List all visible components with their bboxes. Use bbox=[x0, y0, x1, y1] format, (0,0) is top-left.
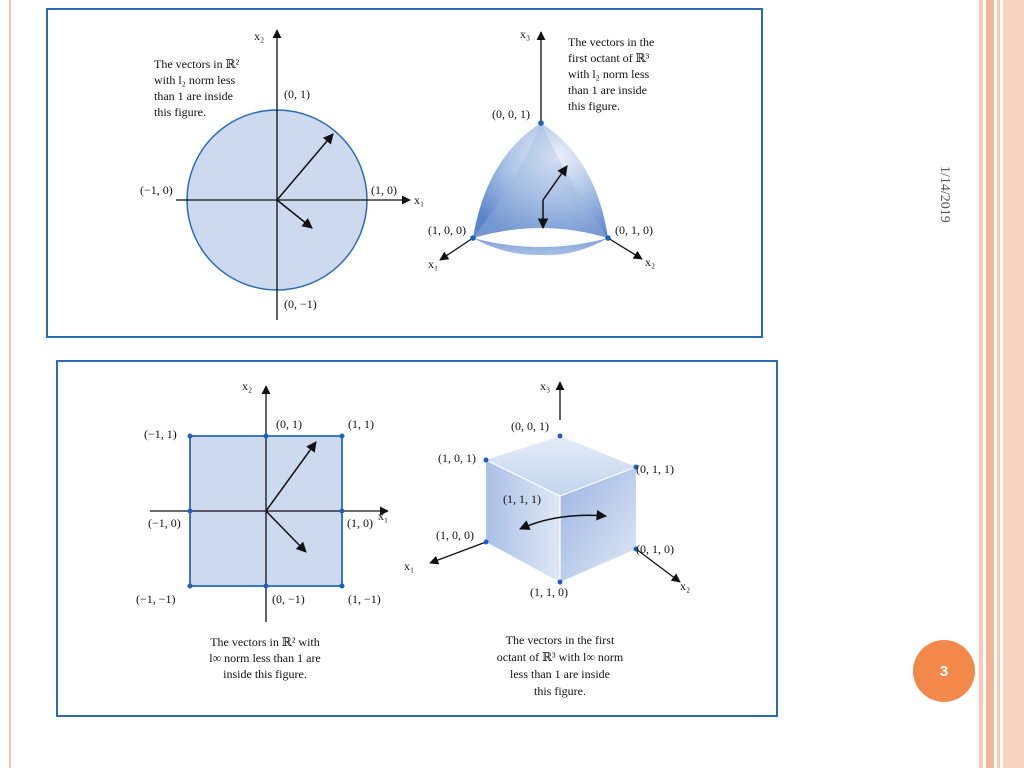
corner-dot-mid-right bbox=[340, 509, 345, 514]
l2-figures bbox=[48, 10, 765, 340]
corner-dot-top-left bbox=[188, 434, 193, 439]
sphere-octant-bottom bbox=[473, 238, 608, 255]
axis-label-x2-3d: x₂ bbox=[680, 579, 691, 593]
point-label-bottom-right: (1, −1) bbox=[348, 592, 381, 606]
corner-dot-bottom-mid bbox=[264, 584, 269, 589]
caption-3d-line-1: The vectors in the bbox=[568, 35, 655, 49]
linf-2d-figure bbox=[136, 379, 388, 681]
point-label-001: (0, 0, 1) bbox=[511, 419, 549, 433]
axis-label-x2-3d: x₂ bbox=[645, 255, 656, 269]
point-label-bottom-left: (−1, −1) bbox=[136, 592, 176, 606]
deco-stripe-3 bbox=[997, 0, 1000, 768]
corner-dot-top-mid bbox=[264, 434, 269, 439]
axis-label-x1-3d: x₁ bbox=[404, 559, 415, 573]
point-label-bottom: (0, −1) bbox=[284, 297, 317, 311]
axis-label-x1: x₁ bbox=[414, 193, 425, 207]
point-dot-left bbox=[470, 235, 476, 241]
caption-3d-line-4: than 1 are inside bbox=[568, 83, 647, 97]
slide-date: 1/14/2019 bbox=[937, 166, 952, 223]
point-label-010: (0, 1, 0) bbox=[615, 223, 653, 237]
axis-label-x3: x₃ bbox=[520, 27, 531, 41]
point-label-mid-right: (1, 0) bbox=[347, 516, 373, 530]
page-number-badge: 3 bbox=[913, 640, 975, 702]
axis-label-x2: x₂ bbox=[242, 379, 253, 393]
caption-3d-line-3: with l₂ norm less bbox=[568, 67, 650, 81]
linf-figures bbox=[58, 362, 780, 719]
caption-3d-line-5: this figure. bbox=[568, 99, 620, 113]
panel-l2-norm bbox=[46, 8, 763, 338]
point-dot-right bbox=[605, 235, 611, 241]
caption-line-4: this figure. bbox=[154, 105, 206, 119]
deco-stripe-4 bbox=[1003, 0, 1024, 768]
point-label-bottom-mid: (0, −1) bbox=[272, 592, 305, 606]
point-label-top-right: (1, 1) bbox=[348, 417, 374, 431]
caption-3d-line-1: The vectors in the first bbox=[505, 633, 615, 647]
point-label-110: (1, 1, 0) bbox=[530, 585, 568, 599]
point-label-left: (−1, 0) bbox=[140, 183, 173, 197]
point-dot-100 bbox=[484, 540, 489, 545]
corner-dot-bottom-left bbox=[188, 584, 193, 589]
panel-linf-norm bbox=[56, 360, 778, 717]
point-dot-001 bbox=[558, 434, 563, 439]
caption-3d-line-4: this figure. bbox=[534, 684, 586, 698]
axis-label-x2: x₂ bbox=[254, 29, 265, 43]
deco-stripe-2 bbox=[986, 0, 994, 768]
l2-2d-figure bbox=[140, 29, 424, 320]
point-label-011: (0, 1, 1) bbox=[636, 462, 674, 476]
left-slide-border bbox=[9, 0, 11, 768]
point-dot-101 bbox=[484, 458, 489, 463]
point-label-right: (1, 0) bbox=[371, 183, 397, 197]
caption-3d-line-2: octant of ℝ³ with l∞ norm bbox=[496, 650, 624, 664]
x2-axis-3d bbox=[608, 238, 642, 259]
deco-stripe-1 bbox=[979, 0, 983, 768]
caption-3d-line-2: first octant of ℝ³ bbox=[568, 51, 650, 65]
point-dot-110 bbox=[558, 580, 563, 585]
point-label-top: (0, 1) bbox=[284, 87, 310, 101]
caption-line-3: inside this figure. bbox=[223, 667, 307, 681]
corner-dot-mid-left bbox=[188, 509, 193, 514]
point-label-100: (1, 0, 0) bbox=[428, 223, 466, 237]
point-label-100: (1, 0, 0) bbox=[436, 528, 474, 542]
l2-3d-figure bbox=[428, 27, 655, 271]
corner-dot-bottom-right bbox=[340, 584, 345, 589]
axis-label-x1-3d: x₁ bbox=[428, 257, 439, 271]
point-label-111: (1, 1, 1) bbox=[503, 492, 541, 506]
point-label-001: (0, 0, 1) bbox=[492, 107, 530, 121]
point-label-010: (0, 1, 0) bbox=[636, 542, 674, 556]
caption-line-1: The vectors in ℝ² bbox=[154, 57, 240, 71]
caption-line-3: than 1 are inside bbox=[154, 89, 233, 103]
point-label-top-left: (−1, 1) bbox=[144, 427, 177, 441]
caption-line-2: l∞ norm less than 1 are bbox=[209, 651, 321, 665]
point-label-101: (1, 0, 1) bbox=[438, 451, 476, 465]
x1-axis-3d bbox=[430, 542, 486, 563]
caption-line-2: with l₂ norm less bbox=[154, 73, 236, 87]
axis-label-x1: x₁ bbox=[378, 509, 389, 523]
point-label-mid-left: (−1, 0) bbox=[148, 516, 181, 530]
caption-3d-line-3: less than 1 are inside bbox=[510, 667, 610, 681]
point-dot-top bbox=[538, 120, 544, 126]
linf-3d-figure bbox=[404, 379, 690, 698]
caption-line-1: The vectors in ℝ² with bbox=[210, 635, 320, 649]
axis-label-x3: x₃ bbox=[540, 379, 551, 393]
point-label-top-mid: (0, 1) bbox=[276, 417, 302, 431]
corner-dot-top-right bbox=[340, 434, 345, 439]
x1-axis-3d bbox=[440, 238, 473, 260]
